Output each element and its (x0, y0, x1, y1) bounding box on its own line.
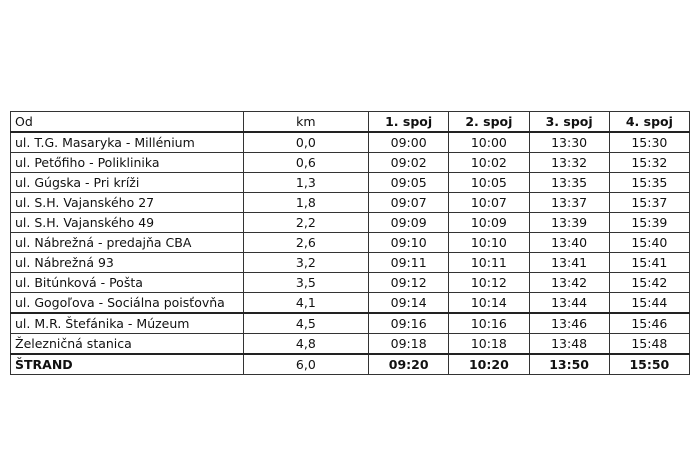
departure-time-run-4: 15:30 (609, 132, 689, 153)
run-4-header: 4. spoj (609, 112, 689, 133)
departure-time-run-1: 09:12 (369, 273, 449, 293)
departure-time-run-1: 09:11 (369, 253, 449, 273)
departure-time-run-1: 09:02 (369, 153, 449, 173)
table-row (11, 273, 690, 293)
run-1-header: 1. spoj (369, 112, 449, 133)
stop-name: ul. Nábrežná - predajňa CBA (11, 233, 244, 253)
table-row (11, 354, 690, 375)
departure-time-run-1: 09:00 (369, 132, 449, 153)
bus-timetable (10, 111, 690, 375)
stop-distance-km: 4,8 (243, 334, 368, 355)
departure-time-run-1: 09:07 (369, 193, 449, 213)
departure-time-run-4: 15:40 (609, 233, 689, 253)
run-3-header: 3. spoj (529, 112, 609, 133)
table-row (11, 253, 690, 273)
stop-name: ul. Gogoľova - Sociálna poisťovňa (11, 293, 244, 314)
departure-time-run-3: 13:37 (529, 193, 609, 213)
header-row (11, 112, 690, 133)
departure-time-run-2: 10:05 (449, 173, 529, 193)
departure-time-run-1: 09:20 (369, 354, 449, 375)
departure-time-run-3: 13:50 (529, 354, 609, 375)
departure-time-run-4: 15:50 (609, 354, 689, 375)
departure-time-run-1: 09:05 (369, 173, 449, 193)
departure-time-run-3: 13:32 (529, 153, 609, 173)
stop-name: ŠTRAND (11, 354, 244, 375)
departure-time-run-2: 10:16 (449, 313, 529, 334)
departure-time-run-3: 13:35 (529, 173, 609, 193)
stop-distance-km: 0,6 (243, 153, 368, 173)
stop-distance-km: 6,0 (243, 354, 368, 375)
stop-name: ul. T.G. Masaryka - Millénium (11, 132, 244, 153)
stop-name: ul. Bitúnková - Pošta (11, 273, 244, 293)
table-row (11, 132, 690, 153)
table-row (11, 193, 690, 213)
departure-time-run-2: 10:18 (449, 334, 529, 355)
departure-time-run-3: 13:30 (529, 132, 609, 153)
departure-time-run-3: 13:44 (529, 293, 609, 314)
departure-time-run-4: 15:41 (609, 253, 689, 273)
table-row (11, 293, 690, 314)
stop-distance-km: 3,5 (243, 273, 368, 293)
departure-time-run-1: 09:09 (369, 213, 449, 233)
departure-time-run-3: 13:42 (529, 273, 609, 293)
departure-time-run-4: 15:37 (609, 193, 689, 213)
departure-time-run-2: 10:10 (449, 233, 529, 253)
table-row (11, 334, 690, 355)
timetable-body (11, 132, 690, 375)
stop-distance-km: 3,2 (243, 253, 368, 273)
departure-time-run-2: 10:20 (449, 354, 529, 375)
departure-time-run-4: 15:42 (609, 273, 689, 293)
stop-distance-km: 2,2 (243, 213, 368, 233)
table-row (11, 233, 690, 253)
stop-name: ul. Gúgska - Pri kríži (11, 173, 244, 193)
departure-time-run-4: 15:39 (609, 213, 689, 233)
departure-time-run-3: 13:41 (529, 253, 609, 273)
departure-time-run-3: 13:46 (529, 313, 609, 334)
table-row (11, 213, 690, 233)
stop-name: ul. Petőfiho - Poliklinika (11, 153, 244, 173)
departure-time-run-1: 09:18 (369, 334, 449, 355)
departure-time-run-1: 09:10 (369, 233, 449, 253)
stop-distance-km: 1,8 (243, 193, 368, 213)
departure-time-run-4: 15:48 (609, 334, 689, 355)
departure-time-run-3: 13:40 (529, 233, 609, 253)
departure-time-run-2: 10:09 (449, 213, 529, 233)
stop-name: Železničná stanica (11, 334, 244, 355)
table-row (11, 313, 690, 334)
stop-name: ul. S.H. Vajanského 49 (11, 213, 244, 233)
departure-time-run-2: 10:12 (449, 273, 529, 293)
stop-name: ul. Nábrežná 93 (11, 253, 244, 273)
departure-time-run-2: 10:07 (449, 193, 529, 213)
departure-time-run-3: 13:39 (529, 213, 609, 233)
departure-time-run-2: 10:11 (449, 253, 529, 273)
stop-distance-km: 4,1 (243, 293, 368, 314)
departure-time-run-2: 10:14 (449, 293, 529, 314)
departure-time-run-4: 15:35 (609, 173, 689, 193)
departure-time-run-3: 13:48 (529, 334, 609, 355)
stop-distance-km: 1,3 (243, 173, 368, 193)
departure-time-run-2: 10:02 (449, 153, 529, 173)
table-row (11, 153, 690, 173)
departure-time-run-1: 09:14 (369, 293, 449, 314)
table-row (11, 173, 690, 193)
departure-time-run-4: 15:44 (609, 293, 689, 314)
departure-time-run-4: 15:32 (609, 153, 689, 173)
stop-distance-km: 2,6 (243, 233, 368, 253)
stop-distance-km: 4,5 (243, 313, 368, 334)
departure-time-run-1: 09:16 (369, 313, 449, 334)
run-2-header: 2. spoj (449, 112, 529, 133)
timetable-sheet (10, 111, 690, 375)
stop-distance-km: 0,0 (243, 132, 368, 153)
stop-column-header: Od (11, 112, 244, 133)
stop-name: ul. M.R. Štefánika - Múzeum (11, 313, 244, 334)
departure-time-run-2: 10:00 (449, 132, 529, 153)
departure-time-run-4: 15:46 (609, 313, 689, 334)
stop-name: ul. S.H. Vajanského 27 (11, 193, 244, 213)
km-column-header: km (243, 112, 368, 133)
